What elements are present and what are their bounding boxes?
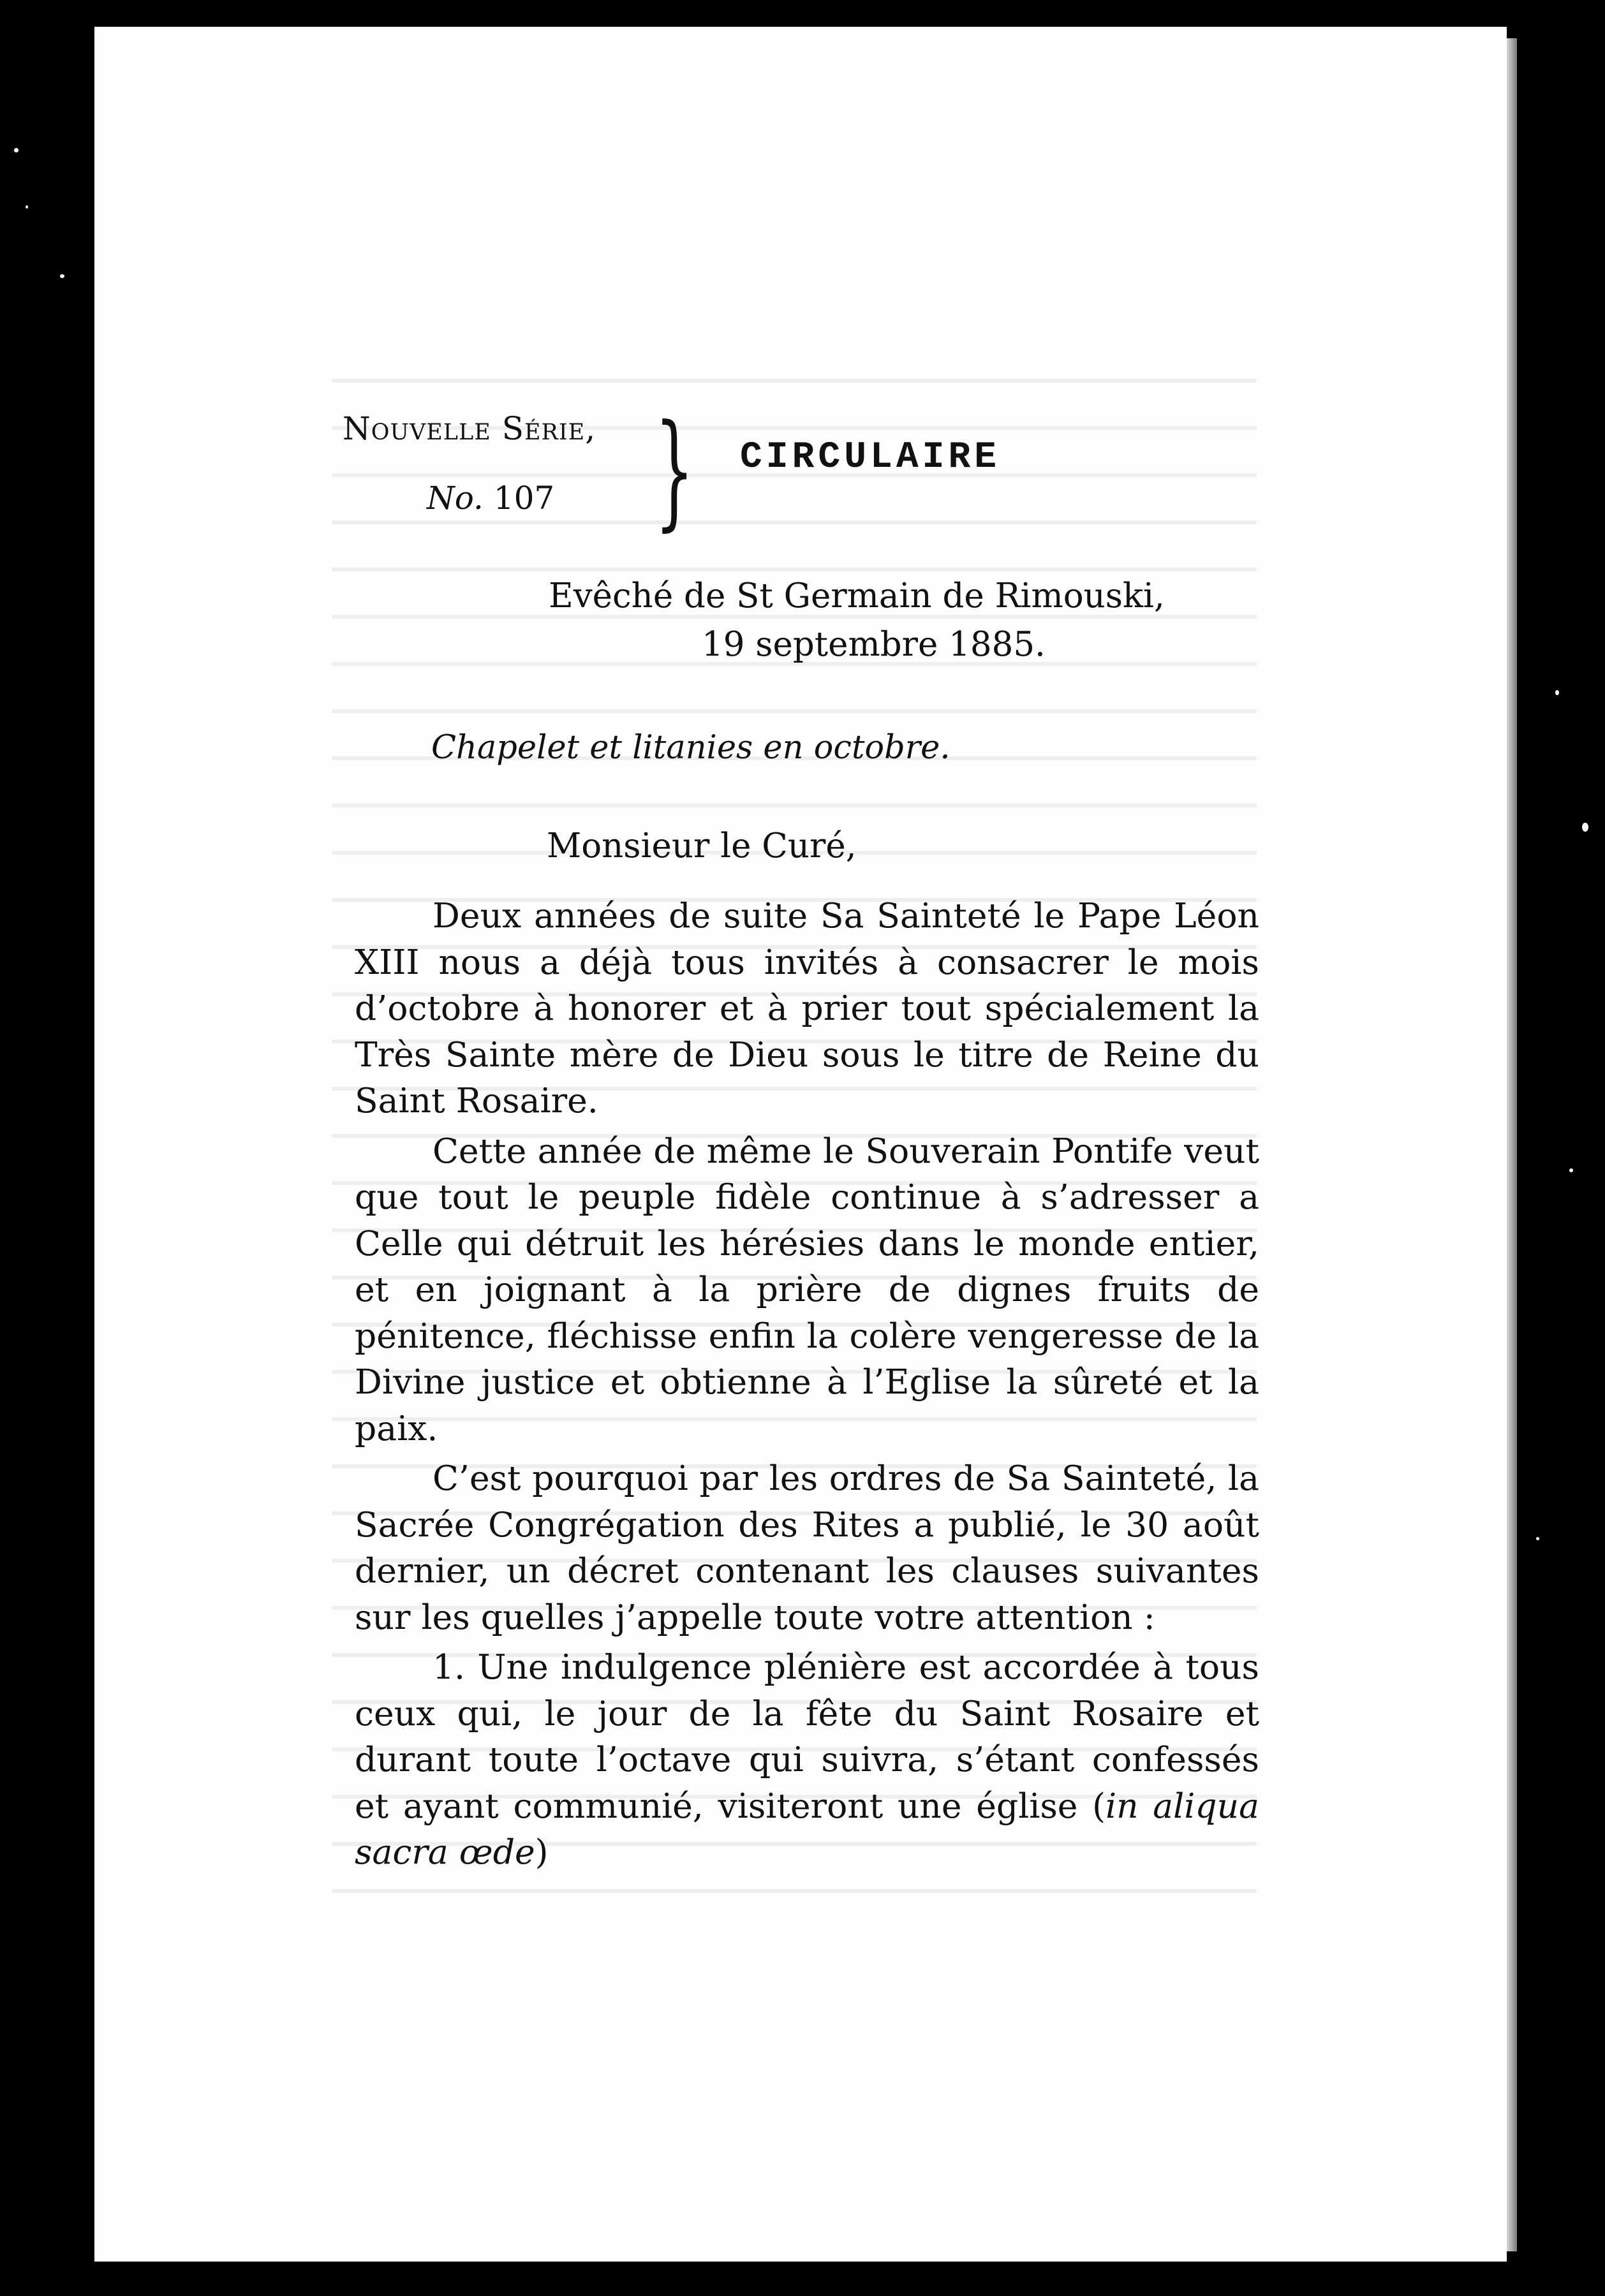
series-brace: } <box>655 398 695 543</box>
page-edge-shadow <box>1507 38 1517 2251</box>
paragraph: Deux années de suite Sa Sainteté le Pape Léon XIII nous a déjà tous invités à consacrer le mois d’octobre à honorer et à prier tout spécialement la Très Sainte mère de Dieu sous le titre de Reine du Saint Rosaire. <box>355 895 1259 1121</box>
subject-line: Chapelet et litanies en octobre. <box>431 729 950 767</box>
scan-speck <box>1536 1537 1539 1540</box>
scan-speck <box>26 205 28 209</box>
scan-speck <box>14 148 18 152</box>
paragraph: C’est pourquoi par les ordres de Sa Sainteté, la Sacrée Congrégation des Rites a publié, le 30 août dernier, un décret contenant les clauses suivantes sur les quelles j’appelle toute votre attention : <box>355 1458 1259 1637</box>
series-label: Nouvelle Série, <box>343 410 596 447</box>
circular-number <box>427 480 554 517</box>
dateline-place: Evêché de St Germain de Rimouski, <box>549 577 1165 615</box>
item-close: ) <box>535 1832 549 1872</box>
document-title: CIRCULAIRE <box>740 437 1001 478</box>
paragraph: Cette année de même le Souverain Pontife veut que tout le peuple fidèle continue à s’adresser a Celle qui détruit les hérésies dans le monde entier, et en joignant à la prière de dignes fruits de pénitence, fléchisse enfin la colère vengeresse de la Divine justice et obtienne à l’Eglise la sûreté et la paix. <box>355 1130 1259 1448</box>
scan-speck <box>1582 823 1588 832</box>
scan-speck <box>60 274 64 278</box>
salutation: Monsieur le Curé, <box>547 827 857 865</box>
numbered-item <box>355 1644 1259 1876</box>
letter-body <box>355 893 1259 1880</box>
item-text: 1. Une indulgence plénière est accordée à tous ceux qui, le jour de la fête du Saint Rosaire et durant toute l’octave qui suivra, s’étant confessés et ayant communié, visiteront une église ( <box>355 1647 1259 1826</box>
dateline-date: 19 septembre 1885. <box>702 625 1046 664</box>
scan-speck <box>1555 690 1559 695</box>
number-prefix: No. <box>427 480 484 517</box>
scan-speck <box>1569 1168 1573 1172</box>
latin-phrase: in aliqua sacra œde <box>355 1785 1259 1872</box>
number-value: 107 <box>493 480 555 517</box>
